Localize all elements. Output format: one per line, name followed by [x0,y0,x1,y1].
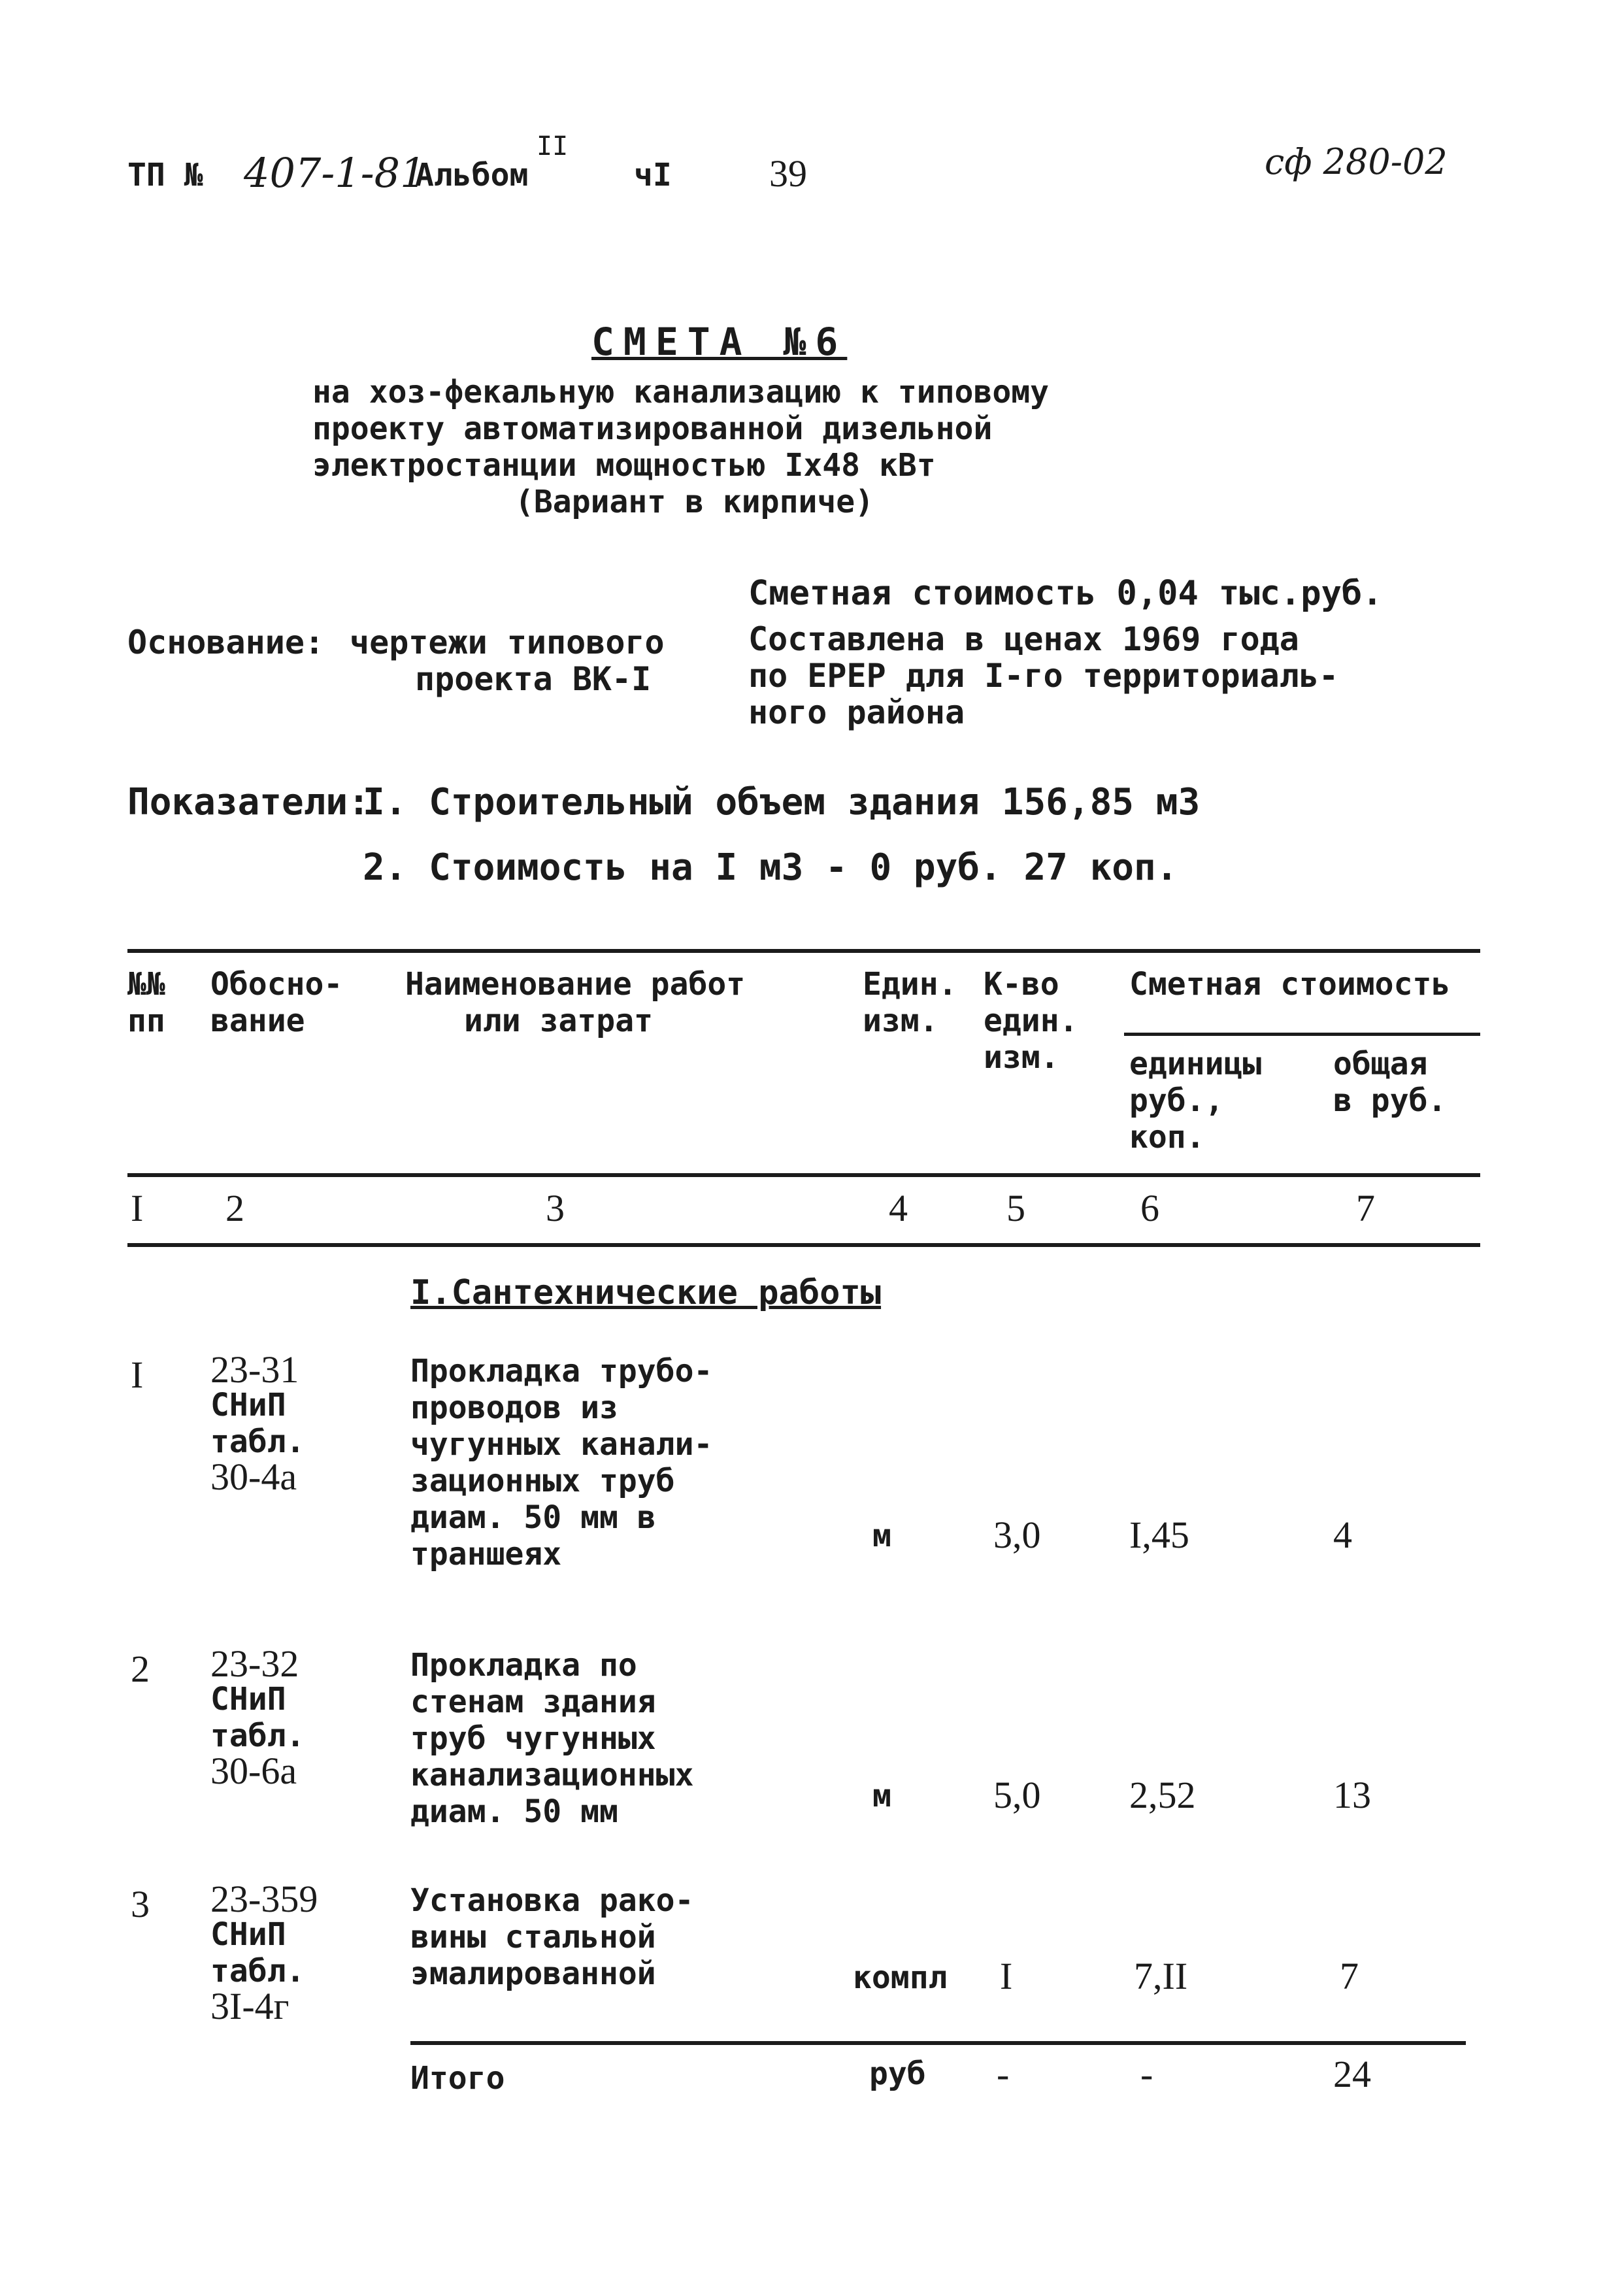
header-col-number-line-1: №№ [127,966,165,1003]
row-quantity: 3,0 [993,1514,1041,1556]
row-unit: компл [853,1959,948,1996]
total-unit-cost: - [1140,2053,1153,2095]
row-number: 3 [131,1883,150,1925]
estimate-cost: Сметная стоимость 0,04 тыс.руб. [748,574,1383,613]
column-number-4: 4 [889,1187,908,1229]
header-col-basis-line-2: вание [210,1003,305,1039]
row-work-name-line: диам. 50 мм в [410,1499,656,1536]
row-basis-norm: СНиП [210,1681,286,1718]
row-number: 2 [131,1648,150,1690]
header-col-unit-cost-line-2: руб., [1129,1082,1224,1119]
row-basis-table-number: 30-6а [210,1750,297,1792]
row-work-name-line: проводов из [410,1389,618,1426]
row-basis-norm: СНиП [210,1387,286,1423]
header-col-name-line-1: Наименование работ [405,966,746,1003]
header-col-unit [863,966,957,1039]
title-line-1: на хоз-фекальную канализацию к типовому [312,374,1050,410]
row-basis-table-label: табл. [210,1953,305,1989]
tp-number: 407-1-81 [244,149,426,197]
row-work-name-line: канализационных [410,1757,694,1793]
row-basis [210,1348,305,1498]
tp-prefix: ТП № [127,157,203,193]
row-basis-code: 23-32 [210,1642,299,1685]
title-line-3: электростанции мощностью Iх48 кВт [312,447,936,484]
column-number-2: 2 [225,1187,244,1229]
row-work-name [410,1647,693,1830]
row-total-cost: 7 [1340,1955,1359,1997]
row-work-name-line: Прокладка трубо- [410,1353,713,1389]
price-basis-line-1: Составлена в ценах 1969 года [748,620,1299,658]
col-numbers-rule [127,1243,1480,1247]
column-number-5: 5 [1006,1187,1025,1229]
column-number-7: 7 [1356,1187,1375,1229]
header-col-quantity [984,966,1078,1076]
table-row [0,1878,1624,2039]
table-top-rule [127,949,1480,953]
price-basis [748,621,1338,731]
row-quantity: 5,0 [993,1774,1041,1816]
total-label: Итого [410,2060,505,2097]
row-quantity: I [1000,1955,1013,1997]
group-header-rule [1124,1033,1480,1036]
total-unit: руб [869,2055,926,2092]
total-row [0,2052,1624,2111]
row-total-cost: 4 [1333,1514,1352,1556]
basis-line-2: проекта ВК-I [415,660,652,698]
row-work-name-line: труб чугунных [410,1720,656,1757]
header-bottom-rule [127,1173,1480,1177]
indicator-unit-cost: 2. Стоимость на I м3 - 0 руб. 27 коп. [363,846,1178,889]
row-work-name [410,1882,693,1992]
table-row [0,1642,1624,1830]
header-col-name [405,966,745,1039]
price-basis-line-3: ного района [748,693,965,731]
header-col-total-cost-line-1: общая [1333,1046,1428,1082]
column-number-3: 3 [546,1187,565,1229]
row-work-name-line: диам. 50 мм [410,1793,618,1830]
row-unit-cost: I,45 [1129,1514,1189,1556]
row-unit: м [872,1778,891,1814]
section-title: I.Сантехнические работы [410,1273,882,1312]
row-basis-table-label: табл. [210,1423,305,1460]
header-col-basis [210,966,342,1039]
row-work-name-line: траншеях [410,1536,562,1572]
row-work-name-line: вины стальной [410,1919,656,1955]
row-basis [210,1878,318,2027]
header-estimated-cost-group: Сметная стоимость [1129,966,1451,1003]
row-work-name-line: чугунных канали- [410,1426,713,1463]
header-col-quantity-line-1: К-во [984,966,1059,1003]
row-basis [210,1642,305,1792]
album-part: чI [634,157,672,193]
page-number: 39 [769,152,807,195]
header-col-number [127,966,165,1039]
title-line-2: проекту автоматизированной дизельной [312,410,993,447]
album-label: Альбом [415,157,529,193]
title-description [312,374,1049,520]
header-col-unit-line-1: Един. [863,966,957,1003]
row-work-name-line: стенам здания [410,1684,656,1720]
row-basis-table-number: 30-4а [210,1455,297,1498]
title-line-4: (Вариант в кирпиче) [515,484,874,520]
row-basis-norm: СНиП [210,1916,286,1953]
row-unit-cost: 7,II [1134,1955,1188,1997]
row-work-name-line: Прокладка по [410,1647,637,1684]
price-basis-line-2: по ЕРЕР для I-го территориаль- [748,657,1339,695]
header-col-unit-cost-line-1: единицы [1129,1046,1262,1082]
total-cost: 24 [1333,2053,1371,2095]
row-unit-cost: 2,52 [1129,1774,1196,1816]
header-col-unit-cost-line-3: коп. [1129,1119,1205,1155]
row-work-name-line: эмалированной [410,1955,656,1992]
header-col-unit-cost [1129,1046,1261,1155]
header-col-number-line-2: пп [127,1003,165,1039]
total-quantity: - [997,2053,1010,2095]
column-number-1: I [131,1187,144,1229]
row-basis-table-label: табл. [210,1718,305,1754]
header-col-quantity-line-2: един. [984,1003,1078,1039]
header-col-total-cost [1333,1046,1446,1119]
row-basis-code: 23-31 [210,1348,299,1391]
row-total-cost: 13 [1333,1774,1371,1816]
total-rule [410,2041,1466,2045]
row-work-name-line: Установка рако- [410,1882,694,1919]
header-col-basis-line-1: Обосно- [210,966,343,1003]
header-col-total-cost-line-2: в руб. [1333,1082,1447,1119]
indicator-volume: I. Строительный объем здания 156,85 м3 [363,781,1201,823]
row-work-name-line: зационных труб [410,1463,675,1499]
column-number-6: 6 [1140,1187,1159,1229]
header-col-unit-line-2: изм. [863,1003,938,1039]
header-col-name-line-2: или затрат [464,1003,653,1039]
basis-label: Основание: [127,623,325,661]
table-row [0,1348,1624,1572]
row-work-name [410,1353,712,1572]
row-number: I [131,1354,144,1396]
basis-text [350,624,665,697]
row-basis-code: 23-359 [210,1878,318,1920]
row-unit: м [872,1518,891,1554]
album-number: II [537,131,569,161]
indicators-label: Показатели: [127,781,370,823]
header-col-quantity-line-3: изм. [984,1039,1059,1076]
basis-line-1: чертежи типового [350,623,665,661]
document-title: СМЕТА №6 [591,320,848,364]
row-basis-table-number: 3I-4г [210,1985,290,2027]
archive-stamp: сф 280-02 [1265,141,1448,182]
